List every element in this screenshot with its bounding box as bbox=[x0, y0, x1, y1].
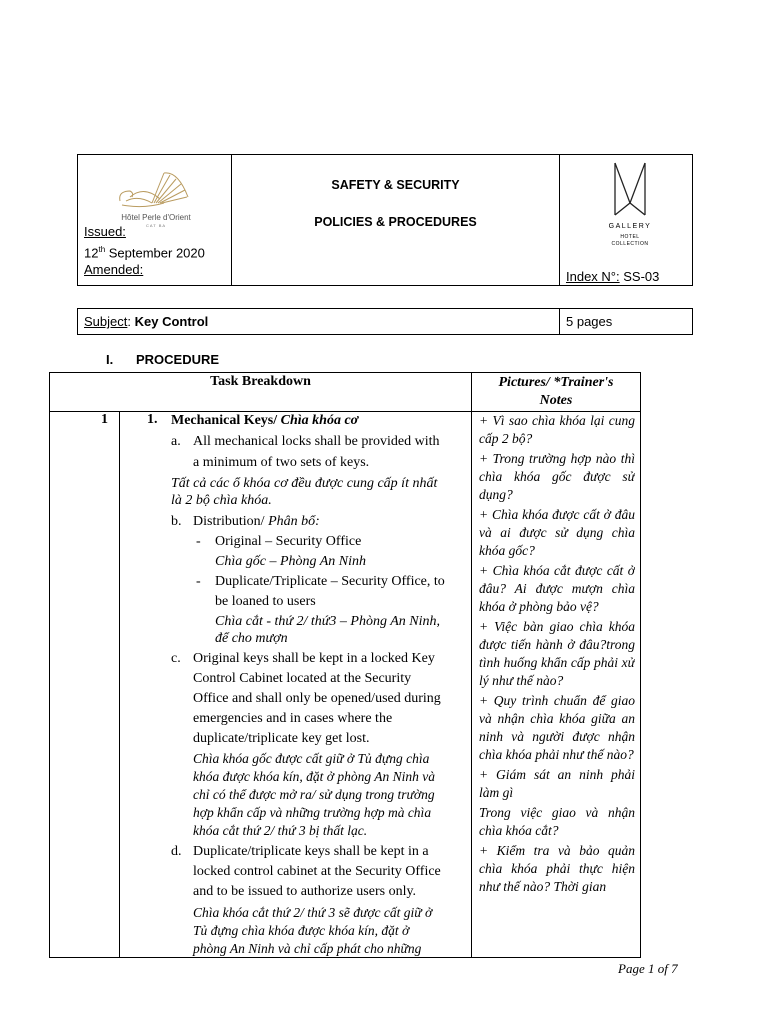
hotel-logo-name: Hôtel Perle d'Orient bbox=[121, 213, 191, 222]
issued-day: 12 bbox=[84, 245, 99, 261]
gallery-logo-line1: GALLERY bbox=[608, 223, 652, 230]
text-line-vi: chỉ có thể được mở ra/ sử dụng trong trường bbox=[193, 787, 435, 802]
text-line: Duplicate/triplicate keys shall be kept in a bbox=[193, 844, 429, 859]
text-line-vi: phòng An Ninh và chỉ cấp phát cho những bbox=[193, 941, 422, 956]
list-label-d: d. bbox=[171, 844, 182, 859]
distribution-vi: Phân bổ: bbox=[268, 514, 320, 529]
table-divider bbox=[119, 411, 120, 957]
index-value: SS-03 bbox=[619, 269, 660, 284]
gallery-logo-line2: HOTEL bbox=[620, 234, 640, 240]
list-label-b: b. bbox=[171, 514, 182, 529]
text-line: Duplicate/Triplicate – Security Office, to bbox=[215, 574, 445, 589]
trainer-notes bbox=[479, 412, 635, 956]
head-notes-line1: Pictures/ *Trainer's bbox=[498, 375, 614, 390]
row-number: 1 bbox=[101, 412, 108, 427]
text-line: and to be issued to authorize users only. bbox=[193, 884, 417, 899]
note-item: + Quy trình chuẩn để giao và nhận chìa khóa giữa an ninh và người được nhận chìa khóa phải như thế nào? bbox=[479, 693, 635, 762]
list-label-c: c. bbox=[171, 651, 181, 666]
issued-month-year: September 2020 bbox=[105, 245, 205, 261]
amended-label: Amended: bbox=[84, 262, 144, 277]
note-item: + Giám sát an ninh phải làm gì bbox=[479, 767, 635, 800]
note-item: + Chìa khóa cắt được cất ở đâu? Ai được mượn chìa khóa ở phòng bảo vệ? bbox=[479, 563, 635, 614]
text-line-vi: Chìa gốc – Phòng An Ninh bbox=[215, 554, 367, 569]
text-line-vi: Chìa khóa gốc được cất giữ ở Tủ đựng chìa bbox=[193, 751, 430, 766]
issued-date bbox=[84, 241, 205, 262]
text-line-vi: Chìa cắt - thứ 2/ thứ3 – Phòng An Ninh, bbox=[215, 614, 441, 629]
dash: - bbox=[196, 574, 201, 589]
item-title bbox=[171, 412, 358, 430]
subject-box bbox=[77, 308, 693, 335]
note-item: + Vì sao chìa khóa lại cung cấp 2 bộ? bbox=[479, 413, 635, 446]
gallery-logo-line3: COLLECTION bbox=[611, 241, 649, 247]
text-line: Office and shall only be opened/used during bbox=[193, 691, 441, 706]
gallery-logo bbox=[585, 157, 675, 257]
text-line: Original – Security Office bbox=[215, 534, 362, 549]
text-line: duplicate/triplicate key get lost. bbox=[193, 731, 370, 746]
gallery-m-logo-icon bbox=[585, 157, 675, 221]
text-line-vi: Tủ đựng chìa khóa được khóa kín, đặt ở bbox=[193, 923, 410, 938]
note-item: + Kiểm tra và bảo quản chìa khóa phải thực hiện như thế nào? Thời gian bbox=[479, 843, 635, 894]
section-title: PROCEDURE bbox=[136, 352, 220, 367]
item-title-en: Mechanical Keys/ bbox=[171, 413, 281, 428]
subject-line bbox=[84, 314, 208, 329]
text-line: Original keys shall be kept in a locked Key bbox=[193, 651, 435, 666]
hotel-logo-sub: CAT BA bbox=[145, 223, 167, 228]
index-label: Index N°: bbox=[566, 269, 620, 284]
text-line-vi: khóa cắt thứ 2/ thứ 3 bị thất lạc. bbox=[193, 823, 368, 838]
header-divider bbox=[559, 155, 560, 285]
text-line: emergencies and in cases where the bbox=[193, 711, 393, 726]
note-item: + Chìa khóa được cất ở đâu và ai được sử dụng chìa khóa gốc? bbox=[479, 507, 635, 558]
note-item: Trong việc giao và nhận chìa khóa cắt? bbox=[479, 805, 635, 838]
text-line-vi: khóa được khóa kín, đặt ở phòng An Ninh và bbox=[193, 769, 435, 784]
header-box bbox=[77, 154, 693, 286]
doc-title-2: POLICIES & PROCEDURES bbox=[314, 215, 477, 229]
text-line-vi: hợp khẩn cấp và những trường hợp mà chìa bbox=[193, 805, 432, 820]
text-line: be loaned to users bbox=[215, 594, 316, 609]
issued-day-suffix: th bbox=[98, 245, 106, 254]
dash: - bbox=[196, 534, 201, 549]
text-line-vi: để cho mượn bbox=[215, 631, 288, 646]
distribution-en: Distribution/ bbox=[193, 514, 269, 529]
item-number: 1. bbox=[147, 412, 158, 427]
subject-value: Key Control bbox=[134, 314, 209, 329]
subject-colon: : bbox=[127, 314, 135, 329]
list-label-a: a. bbox=[171, 434, 181, 449]
subject-divider bbox=[559, 309, 560, 334]
text-line-vi: Tất cả các ổ khóa cơ đều được cung cấp ít nhất bbox=[171, 476, 438, 491]
subject-label: Subject bbox=[84, 314, 128, 329]
text-line bbox=[193, 513, 320, 531]
index-number bbox=[566, 269, 659, 284]
note-item: + Việc bàn giao chìa khóa được tiến hành ở đâu?trong tình huống khẩn cấp phải xử lý như thế nào? bbox=[479, 619, 635, 688]
text-line-vi: là 2 bộ chìa khóa. bbox=[171, 493, 272, 508]
doc-title-1: SAFETY & SECURITY bbox=[331, 178, 460, 192]
text-line-vi: Chìa khóa cắt thứ 2/ thứ 3 sẽ được cất giữ ở bbox=[193, 905, 433, 920]
item-title-vi: Chìa khóa cơ bbox=[280, 413, 359, 428]
issued-label: Issued: bbox=[84, 224, 126, 239]
fan-logo-icon bbox=[108, 167, 204, 213]
text-line: a minimum of two sets of keys. bbox=[193, 455, 370, 470]
head-task-breakdown: Task Breakdown bbox=[210, 374, 311, 389]
hotel-logo bbox=[108, 167, 204, 227]
text-line: All mechanical locks shall be provided with bbox=[193, 434, 440, 449]
page-count: 5 pages bbox=[566, 314, 613, 329]
head-notes-line2: Notes bbox=[539, 393, 573, 408]
text-line: locked control cabinet at the Security Office bbox=[193, 864, 441, 879]
section-number: I. bbox=[106, 352, 114, 367]
head-notes bbox=[472, 374, 640, 410]
text-line: Control Cabinet located at the Security bbox=[193, 671, 412, 686]
note-item: + Trong trường hợp nào thì chìa khóa gốc được sử dụng? bbox=[479, 451, 635, 502]
page-footer: Page 1 of 7 bbox=[618, 961, 678, 976]
table-divider bbox=[471, 373, 472, 957]
